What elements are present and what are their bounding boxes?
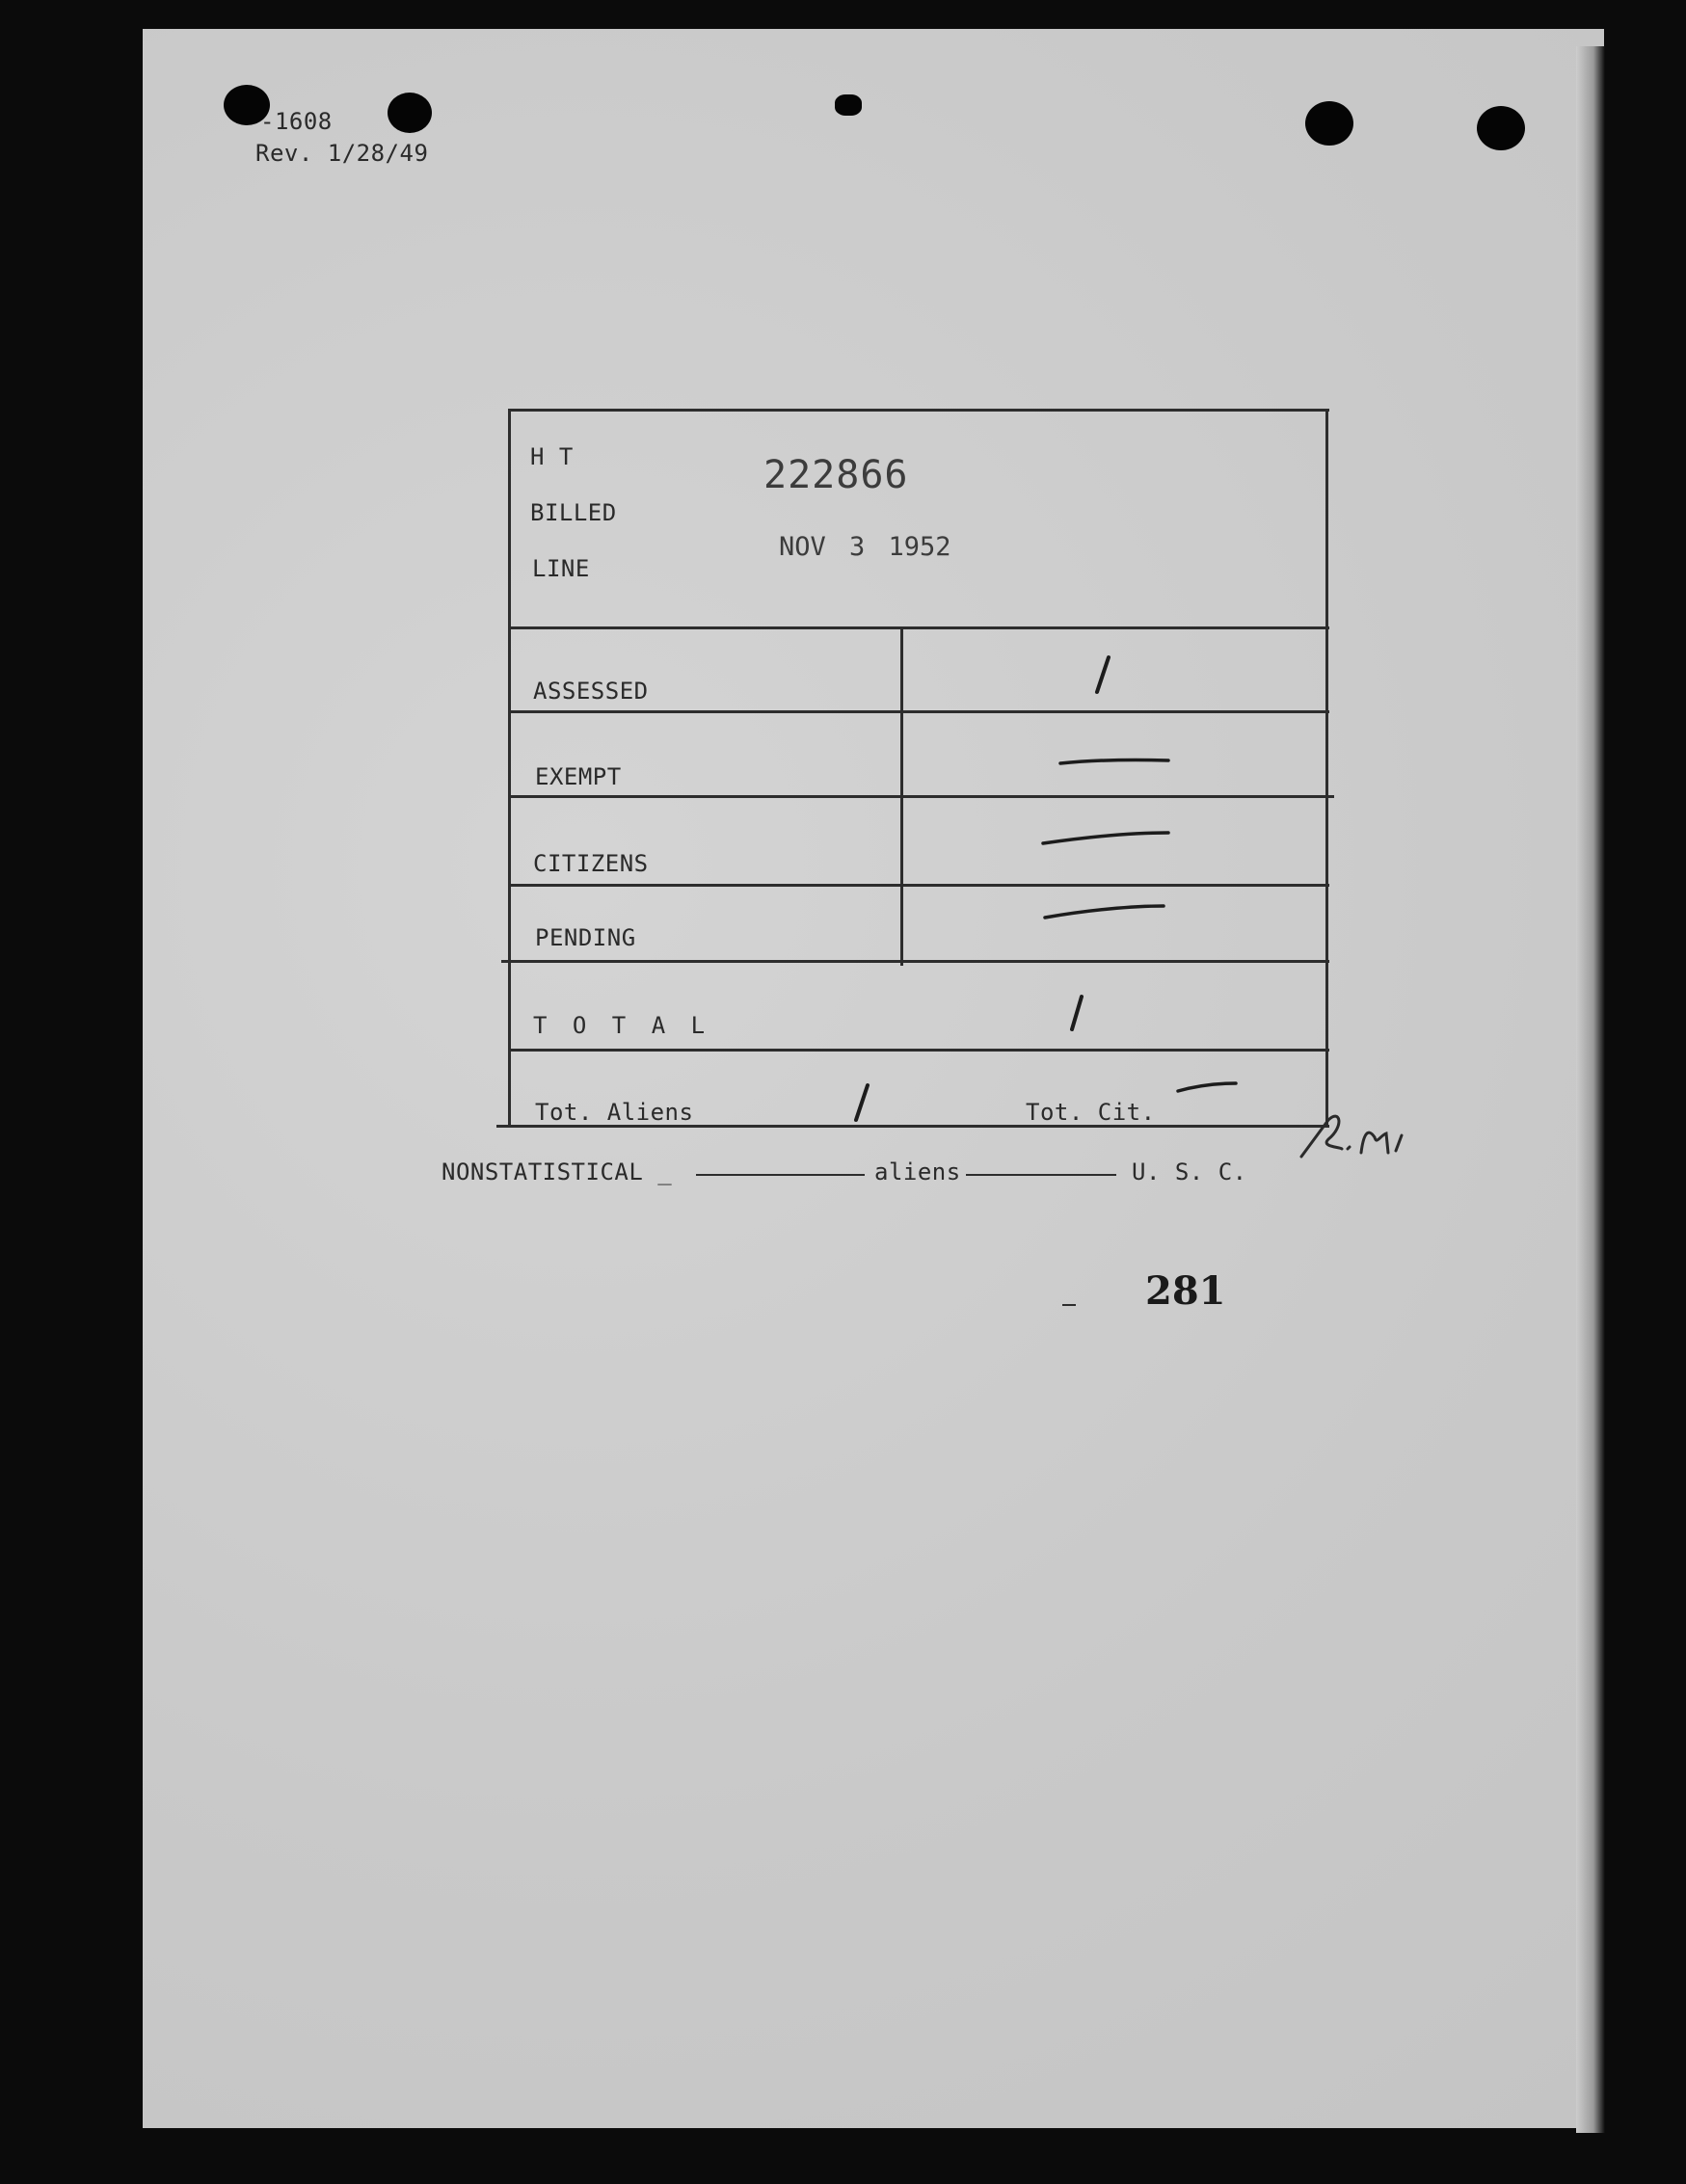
- nonstat-blank-2: [966, 1174, 1116, 1176]
- header-label-billed: BILLED: [530, 499, 617, 526]
- table-border-top: [509, 409, 1329, 412]
- punch-hole: [1477, 106, 1525, 150]
- row-label-exempt: EXEMPT: [535, 763, 622, 790]
- table-divider: [509, 626, 1329, 629]
- stamp-number: 222866: [763, 453, 909, 497]
- table-divider: [501, 960, 1329, 963]
- nonstat-usc: U. S. C.: [1132, 1159, 1247, 1185]
- page-number: 281: [1145, 1268, 1226, 1314]
- header-label-line: LINE: [532, 555, 590, 582]
- row-label-pending: PENDING: [535, 924, 636, 951]
- table-border-left: [508, 409, 511, 1127]
- stamp-date: NOV 3 1952: [779, 532, 951, 562]
- table-border-right: [1325, 409, 1328, 1127]
- ink-blot: [835, 94, 862, 116]
- punch-hole: [1305, 101, 1353, 146]
- document-page: [143, 29, 1604, 2128]
- header-label-ht: H T: [530, 443, 574, 470]
- table-divider: [509, 884, 1329, 887]
- table-divider: [509, 1049, 1329, 1052]
- total-label: T O T A L: [533, 1012, 711, 1039]
- table-divider: [509, 710, 1329, 713]
- punch-hole: [388, 93, 432, 133]
- page-edge-shadow: [1576, 46, 1605, 2133]
- row-label-citizens: CITIZENS: [533, 850, 649, 877]
- form-number: -1608: [260, 108, 333, 135]
- nonstat-label: NONSTATISTICAL _: [442, 1159, 673, 1185]
- table-divider: [509, 795, 1334, 798]
- tot-cit-label: Tot. Cit.: [1026, 1099, 1156, 1126]
- page-number-dash: [1062, 1304, 1076, 1306]
- form-revision: Rev. 1/28/49: [255, 140, 429, 167]
- nonstat-aliens: aliens: [874, 1159, 961, 1185]
- tot-aliens-label: Tot. Aliens: [535, 1099, 694, 1126]
- row-label-assessed: ASSESSED: [533, 678, 649, 705]
- nonstat-blank-1: [696, 1174, 865, 1176]
